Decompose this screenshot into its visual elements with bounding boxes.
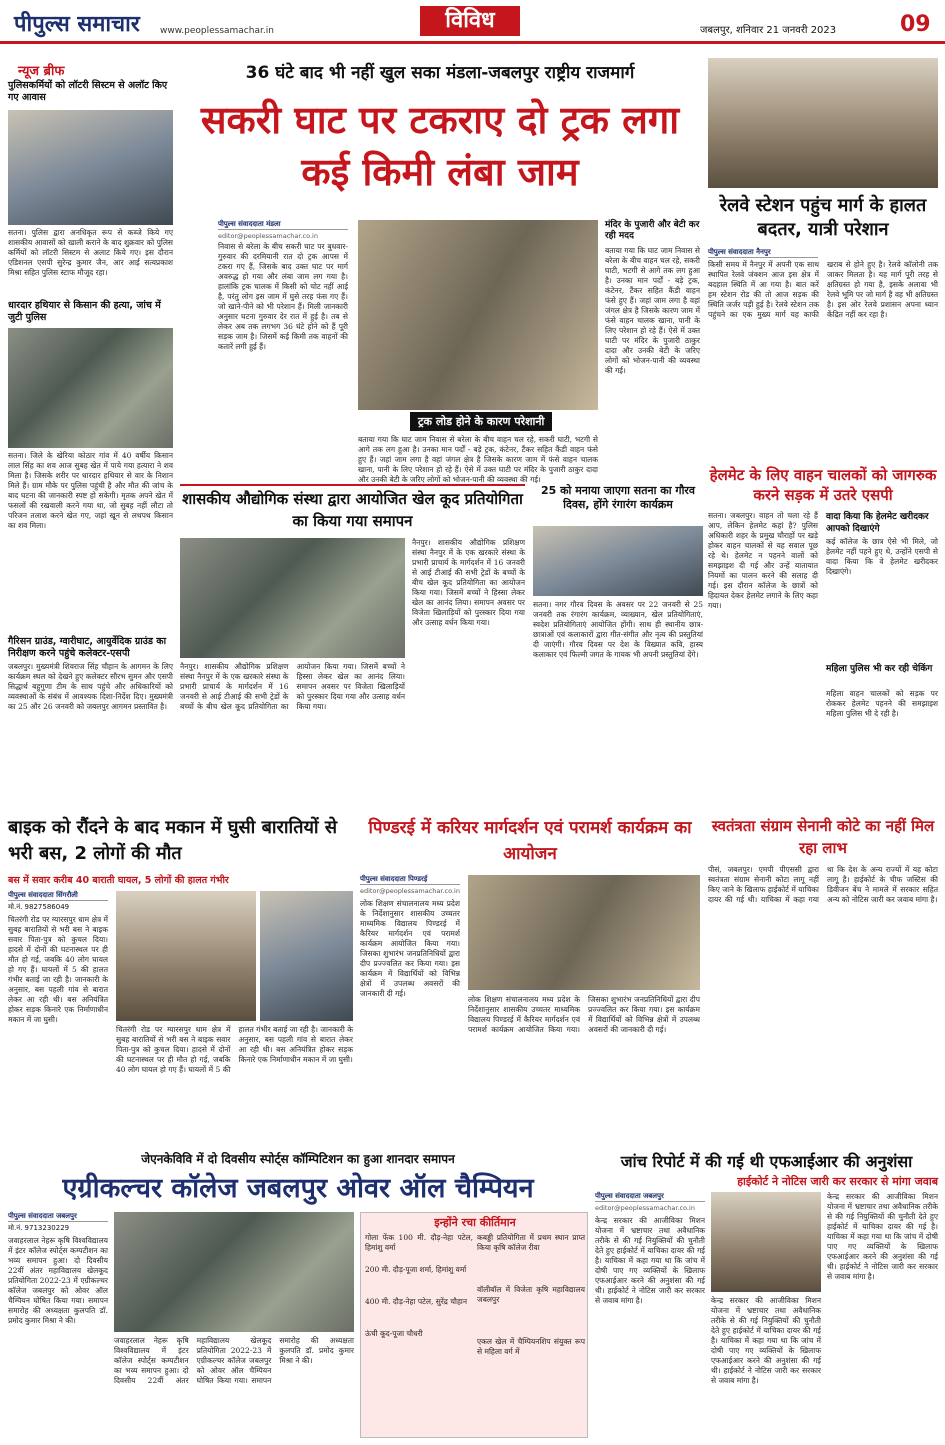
bus-byline: पीपुल्स संवाददाता सिंगरौली (8, 891, 108, 901)
freedom-story (708, 815, 938, 1145)
inquiry-email[interactable]: editor@peoplessamachar.co.in (595, 1204, 695, 1212)
inquiry-byline: पीपुल्स संवाददाता जबलपुर (595, 1192, 705, 1202)
agri-byline: पीपुल्स संवाददाता जबलपुर (8, 1212, 108, 1222)
records-item: कबड्डी प्रतियोगिता में प्रथम स्थान प्राप्त किया कृषि कॉलेज रीवा (477, 1233, 585, 1252)
main-sidebar-body: बताया गया कि घाट जाम निवास से बरेला के बीच वाहन चल रहे, सकरी घाटी, भटगी से आगे तक लग हुआ है। उनका मान पर्दों - बड़े ट्रक, कंटेनर, टैंकर सहित कैंडी वाहन फंसे हुए हैं। जहां जाम लगा है वहां जंगल क्षेत्र है जिसके कारण जाम में फंसे वाहन चालक खाना, पानी के लिए परेशान हो रहे हैं। ऐसे में उक्त घाटी पर मंदिर के पुजारी ठाकुर दादा और उनकी बेटी के जरिए लोगों को भोजन-पानी की व्यवस्था की गई। (605, 246, 700, 375)
sports-body: नैनपुर। शासकीय औद्योगिक प्रशिक्षण संस्था नैनपुर में के एक खरकारे संस्था के प्रभारी प्राचार्य के मार्गदर्शन में 16 जनवरी से आई टीआई की सभी ट्रेडों के बच्चों के बीच खेल कूद प्रतियोगिता का आयोजन किया गया। जिसमें बच्चों ने हिस्सा लेकर खेल का आनंद लिया। समापन अवसर पर विजेता खिलाड़ियों को पुरस्कार दिया गया और उत्साह वर्धन किया गया। (180, 662, 405, 711)
main-body: निवास से बरेला के बीच सकरी घाट पर बुधवार-गुरुवार की दरमियानी रात दो ट्रक आपस में टकरा गए हैं, जिसके बाद उक्त घाट पर मार्ग अवरुद्ध हो गया और लंबा जाम लग गया है। हालांकि ट्रक चालक में किसी को चोट नहीं आई है, परंतु लोग इस जाम में घुसे तरह फंस गए हैं। जो खाने-पीने को भी परेशान हैं। मिली जानकारी अनुसार घटना गुरुवार देर रात में हुई है। तब से लेकर अब तक लगभग 36 घंटे होने को हैं पूरी सड़क जाम है। जिसमें कई किमी तक वाहनों की कतारें लगी हुई हैं। (218, 242, 348, 351)
bus-mobile: मो.नं. 9827586049 (8, 903, 70, 911)
main-photo-trucks (358, 220, 598, 410)
bus-photo-2 (260, 891, 353, 1021)
freedom-body: पीसं, जबलपुर। एमपी पीएससी द्वारा स्वतंत्रता संग्राम सेनानी कोटा लागू नहीं किए जाने के खिलाफ हाईकोर्ट में याचिका दायर की गई थी। याचिका में कहा गया था कि देश के अन्य राज्यों में यह कोटा लागू है। हाईकोर्ट के चीफ जस्टिस की डिवीजन बेंच ने मामले में सरकार सहित अन्य को नोटिस जारी कर जवाब मांगा है। (708, 865, 938, 904)
pindrai-byline: पीपुल्स संवाददाता पिण्डरई (360, 875, 460, 885)
brief-body-1: सतना। पुलिस द्वारा अनधिकृत रूप से कब्जे किये गए शासकीय आवासों को खाली कराने के बाद शुक्रवार को पुलिस कर्मियों को लॉटरी सिस्टम से अलाट किये गए। इस दौरान एडिशनल एसपी सुरेन्द्र कुमार जैन, आर आई सत्यप्रकाश मिश्रा सहित पुलिस स्टाफ मौजूद रहा। (8, 228, 173, 277)
section-label: विविध (420, 6, 520, 36)
pindrai-body: लोक शिक्षण संचालनालय मध्य प्रदेश के निर्देशानुसार शासकीय उच्चतर माध्यमिक विद्यालय पिण्डरई में कैरियर मार्गदर्शन एवं परामर्श कार्यक्रम आयोजित किया गया। जिसका शुभारंभ जनप्रतिनिधियों द्वारा दीप प्रज्ज्वलित कर किया गया। इस कार्यक्रम में विद्यार्थियों को विभिन्न क्षेत्रों में उपलब्ध अवसरों की जानकारी दी गई। (360, 899, 460, 998)
records-item: वॉलीबॉल में विजेता कृषि महाविद्यालय जबलपुर (477, 1285, 585, 1304)
bus-headline: बाइक को रौंदने के बाद मकान में घुसी बारातियों से भरी बस, 2 लोगों की मौत (8, 817, 338, 864)
records-item: 200 मी. दौड़-पूजा शर्मा, हिमांशु वर्मा (365, 1265, 467, 1274)
brief-photo-1 (8, 110, 173, 225)
main-story (180, 60, 700, 484)
agri-headline: एग्रीकल्चर कॉलेज जबलपुर ओवर ऑल चैम्पियन (62, 1173, 534, 1204)
agri-body: जवाहरलाल नेहरू कृषि विश्वविद्यालय में इंटर कॉलेज स्पोर्ट्स कम्पटीशन का भव्य समापन हुआ। दो दिवसीय 22वीं अंतर महाविद्यालय खेलकूद प्रतियोगिता 2022-23 में एग्रीकल्चर कॉलेज जबलपुर को ओवर ऑल चैम्पियन घोषित किया गया। समापन समारोह की अध्यक्षता कुलपति डॉ. प्रमोद कुमार मिश्रा ने की। (8, 1236, 108, 1325)
main-kicker: 36 घंटे बाद भी नहीं खुल सका मंडला-जबलपुर राष्ट्रीय राजमार्ग (245, 63, 635, 83)
helmet-headline: हेलमेट के लिए वाहन चालकों को जागरुक करने सड़क में उतरे एसपी (709, 466, 937, 504)
helmet-body: सतना। जबलपुर। वाहन तो चला रहे हैं आप, लेकिन हेलमेट कहां है? पुलिस अधिकारी शहर के प्रमुख चौराहों पर खड़े होकर वाहन चालकों से यह सवाल पूछ रहे थे। हेलमेट न पहनने वालों को समझाइश दी गई और उन्हें यातायात नियमों का पालन करने की सलाह दी गई। इस दौरान कॉलेज के छात्रों को हिदायत देकर हेलमेट लगाने के लिए कहा गया। (708, 511, 818, 610)
news-brief-column (8, 58, 173, 858)
main-sidebar-title: मंदिर के पुजारी और बेटी कर रही मदद (605, 220, 700, 241)
helmet-promise-body: कई कॉलेज के छात्र ऐसे भी मिले, जो हेलमेट नहीं पहने हुए थे, उन्होंने एसपी से वादा किया कि वे हेलमेट खरीदकर दिखाएंगे। (826, 537, 938, 576)
railway-byline: पीपुल्स संवाददाता नैनपुर (708, 248, 818, 258)
bus-accident-story (8, 815, 353, 1145)
bus-subhead: बस में सवार करीब 40 बाराती घायल, 5 लोगों की हालत गंभीर (8, 875, 229, 886)
inquiry-body-3: केन्द्र सरकार की आजीविका मिशन योजना में भ्रष्टाचार तथा अवैधानिक तरीके से की गई नियुक्तियों की चुनौती देते हुए हाईकोर्ट में याचिका दायर की गई है। याचिका में कहा गया था कि जांच में दोषी पाए गए व्यक्तियों के खिलाफ एफआईआर करने की अनुशंसा की गई थी। हाईकोर्ट ने नोटिस जारी कर सरकार से जवाब मांगा है। (827, 1192, 938, 1281)
inquiry-photo (711, 1192, 821, 1292)
pindrai-body-2: लोक शिक्षण संचालनालय मध्य प्रदेश के निर्देशानुसार शासकीय उच्चतर माध्यमिक विद्यालय पिण्डरई में कैरियर मार्गदर्शन एवं परामर्श कार्यक्रम आयोजित किया गया। जिसका शुभारंभ जनप्रतिनिधियों द्वारा दीप प्रज्ज्वलित कर किया गया। इस कार्यक्रम में विद्यार्थियों को विभिन्न क्षेत्रों में उपलब्ध अवसरों की जानकारी दी गई। (468, 995, 700, 1034)
brand-logo: पीपुल्स समाचार (14, 12, 140, 37)
agri-photo (114, 1212, 354, 1332)
main-headline: सकरी घाट पर टकराए दो ट्रक लगा कई किमी लंबा जाम (200, 98, 680, 194)
railway-body: किसी समय में नैनपुर में अपनी एक साथ स्थापित रेलवे जंक्शन आज इस क्षेत्र में बदहाल स्थिति में आ गया है। बात करें हम स्टेशन रोड की तो आज सड़क की स्थिति जर्जर पड़ी हुई है। रेलवे स्टेशन तक पहुंचने का एक मुख्य मार्ग यह काफी खराब से होने हुए है। रेलवे कॉलोनी तक जाकर मिलता है। यह मार्ग पूरी तरह से क्षतिग्रस्त हो गया है, इसके अलावा भी रेलवे भूमि पर जो मार्ग है वह भी क्षतिग्रस्त है। इस ओर रेलवे प्रशासन अपना ध्यान केंद्रित नहीं कर रहा है। (708, 260, 938, 319)
pindrai-email[interactable]: editor@peoplessamachar.co.in (360, 887, 460, 895)
brief-photo-2 (8, 328, 173, 448)
gaurav-body: सतना। नगर गौरव दिवस के अवसर पर 22 जनवरी से 25 जनवरी तक रंगारंग कार्यक्रम, व्याख्यान, खेल प्रतियोगिताएं, स्वदेश प्रतियोगिताएं आयोजित होंगी। साथ ही स्थानीय छात्र-छात्राओं एवं कलाकारों द्वारा गीत-संगीत और नृत्य की प्रस्तुतियां दी जाएंगी। गौरव दिवस पर देश के विख्यात कवि, हास्य कलाकार एवं फिल्मी जगत के गायक भी अपनी प्रस्तुतियां देंगे। (533, 600, 703, 659)
main-body-2: बताया गया कि घाट जाम निवास से बरेला के बीच वाहन चल रहे, सकरी घाटी, भटगी से आगे तक लग हुआ है। उनका मान पर्दों - बड़े ट्रक, कंटेनर, टैंकर सहित कैंडी वाहन फंसे हुए हैं। जहां जाम लगा है वहां जंगल क्षेत्र है जिसके कारण जाम में फंसे वाहन चालक खाना, पानी के लिए परेशान हो रहे हैं। ऐसे में उक्त घाटी पर मंदिर के पुजारी ठाकुर दादा और उनकी बेटी के जरिए लोगों को भोजन-पानी की व्यवस्था की गई। (358, 435, 598, 484)
site-url[interactable]: www.peoplessamachar.in (160, 26, 274, 36)
bus-photo-1 (116, 891, 256, 1021)
helmet-women-body: महिला वाहन चालकों को सड़क पर रोककर हेलमेट पहनने की समझाइश महिला पुलिस भी दे रही है। (826, 689, 938, 718)
brief-title-3: गैरिसन ग्राउंड, ग्वारीघाट, आयुर्वेदिक ग्राउंड का निरीक्षण करने पहुंचे कलेक्टर-एसपी (8, 636, 167, 659)
brief-title-2: धारदार हथियार से किसान की हत्या, जांच में जुटी पुलिस (8, 300, 161, 323)
agri-story (8, 1150, 588, 1440)
sports-headline: शासकीय औद्योगिक संस्था द्वारा आयोजित खेल कूद प्रतियोगिता का किया गया समापन (180, 484, 525, 532)
page-header (0, 0, 945, 44)
records-item: एकल खेल में चैम्पियनशिप संयुक्त रूप से महिला वर्ग में (477, 1337, 585, 1356)
records-title: इन्होंने रचा कीर्तिमान (434, 1216, 516, 1229)
helmet-women-title: महिला पुलिस भी कर रही चेकिंग (826, 664, 933, 674)
sports-story (180, 484, 525, 809)
pindrai-photo (468, 875, 700, 990)
records-item: ऊंची कूद-पूजा चौधरी (365, 1329, 423, 1338)
inquiry-headline: जांच रिपोर्ट में की गई थी एफआईआर की अनुशंसा (620, 1152, 913, 1171)
railway-photo (708, 58, 938, 188)
inquiry-body: केन्द्र सरकार की आजीविका मिशन योजना में भ्रष्टाचार तथा अवैधानिक तरीके से की गई नियुक्तियों की चुनौती देते हुए हाईकोर्ट में याचिका दायर की गई है। याचिका में कहा गया था कि जांच में दोषी पाए गए व्यक्तियों के खिलाफ एफआईआर करने की अनुशंसा की गई थी। हाईकोर्ट ने नोटिस जारी कर सरकार से जवाब मांगा है। (595, 1216, 705, 1305)
dateline: जबलपुर, शनिवार 21 जनवरी 2023 (700, 25, 837, 36)
helmet-promise-title: वादा किया कि हेलमेट खरीदकर आपको दिखाएंगे (826, 512, 929, 534)
railway-headline: रेलवे स्टेशन पहुंच मार्ग के हालत बदतर, यात्री परेशान (719, 195, 927, 240)
pindrai-headline: पिण्डरई में करियर मार्गदर्शन एवं परामर्श कार्यक्रम का आयोजन (368, 818, 692, 864)
records-item: 400 मी. दौड़-नेहा पटेल, सुरेंद्र चौहान (365, 1297, 468, 1306)
agri-body-2: जवाहरलाल नेहरू कृषि विश्वविद्यालय में इंटर कॉलेज स्पोर्ट्स कम्पटीशन का भव्य समापन हुआ। दो दिवसीय 22वीं अंतर महाविद्यालय खेलकूद प्रतियोगिता 2022-23 में एग्रीकल्चर कॉलेज जबलपुर को ओवर ऑल चैम्पियन घोषित किया गया। समापन समारोह की अध्यक्षता कुलपति डॉ. प्रमोद कुमार मिश्रा ने की। (114, 1336, 354, 1385)
page-number: 09 (900, 12, 931, 37)
records-box (360, 1212, 588, 1438)
main-photo-caption: ट्रक लोड होने के कारण परेशानी (410, 412, 552, 431)
pindrai-story (360, 815, 700, 1145)
helmet-story (708, 465, 938, 805)
freedom-headline: स्वतंत्रता संग्राम सेनानी कोटे का नहीं मिल रहा लाभ (711, 817, 935, 857)
railway-story (708, 58, 938, 458)
agri-mobile: मो.नं. 9713230229 (8, 1224, 70, 1232)
main-byline: पीपुल्स संवाददाता मंडला (218, 220, 348, 230)
main-email[interactable]: editor@peoplessamachar.co.in (218, 232, 318, 240)
agri-kicker: जेएनकेविवि में दो दिवसीय स्पोर्ट्स कॉम्पिटिशन का हुआ शानदार समापन (141, 1152, 455, 1166)
inquiry-subhead: हाईकोर्ट ने नोटिस जारी कर सरकार से मांगा जवाब (737, 1175, 938, 1188)
inquiry-story (595, 1150, 938, 1440)
brief-body-2: सतना। जिले के खेरिया कोठार गांव में 40 वर्षीय किसान लाल सिंह का शव आज सुबह खेत में पाये गया हत्यारा ने शव मिला है। जिसके शरीर पर धारदार हथियार से वार के निशान मिले हैं। ग्राम मौके पर पुलिस पहुंची है और मौत की जांच के बाद घटना की जानकारी स्पष्ट हो सकेगी। मृतक अपने खेत में फसलों की रखवाली करने गया था, जो सुबह नहीं लौटा तो परिजन तलाश करने खेत गए, जहां खून से लथपथ किसान का शव मिला। (8, 451, 173, 530)
news-brief-label: न्यूज ब्रीफ (18, 64, 65, 79)
sports-photo (180, 538, 405, 658)
bus-body: चितरंगी रोड पर ग्यारसपुर धाम क्षेत्र में सुबह बारातियों से भरी बस ने बाइक सवार पिता-पुत्र को कुचल दिया। हादसे में दोनों की घटनास्थल पर ही मौत हो गई, जबकि 40 लोग घायल हो गए हैं। घायलों में 5 की हालत गंभीर बताई जा रही है। जानकारी के अनुसार, बस पहली गांव से बारात लेकर आ रही थी। बस अनियंत्रित होकर सड़क किनारे एक निर्माणाधीन मकान में जा घुसी। (8, 915, 108, 1024)
bus-body-2: चितरंगी रोड पर ग्यारसपुर धाम क्षेत्र में सुबह बारातियों से भरी बस ने बाइक सवार पिता-पुत्र को कुचल दिया। हादसे में दोनों की घटनास्थल पर ही मौत हो गई, जबकि 40 लोग घायल हो गए हैं। घायलों में 5 की हालत गंभीर बताई जा रही है। जानकारी के अनुसार, बस पहली गांव से बारात लेकर आ रही थी। बस अनियंत्रित होकर सड़क किनारे एक निर्माणाधीन मकान में जा घुसी। (116, 1025, 353, 1074)
brief-title-1: पुलिसकर्मियों को लॉटरी सिस्टम से अलॉट किए गए आवास (8, 80, 168, 103)
gaurav-story (533, 484, 703, 809)
gaurav-headline: 25 को मनाया जाएगा सतना का गौरव दिवस, होंगे रंगारंग कार्यक्रम (540, 484, 696, 511)
sports-body-right: नैनपुर। शासकीय औद्योगिक प्रशिक्षण संस्था नैनपुर में के एक खरकारे संस्था के प्रभारी प्राचार्य के मार्गदर्शन में 16 जनवरी से आई टीआई की सभी ट्रेडों के बच्चों के बीच खेल कूद प्रतियोगिता का आयोजन किया गया। जिसमें बच्चों ने हिस्सा लेकर खेल का आनंद लिया। समापन अवसर पर विजेता खिलाड़ियों को पुरस्कार दिया गया और उत्साह वर्धन किया गया। (412, 538, 525, 627)
brief-body-3: जबलपुर। मुख्यमंत्री शिवराज सिंह चौहान के आगमन के लिए कार्यक्रम स्थल को देखने हुए कलेक्टर सौरभ सुमन और एसपी सिद्धार्थ बहुगुणा टीम के साथ पहुंचे और अधिकारियों को व्यवस्थाओं के संबंध में आवश्यक दिशा-निर्देश दिए। मुख्यमंत्री का 25 और 26 जनवरी को जबलपुर आगमन प्रस्तावित है। (8, 662, 173, 711)
gaurav-photo (533, 526, 703, 596)
inquiry-body-2: केन्द्र सरकार की आजीविका मिशन योजना में भ्रष्टाचार तथा अवैधानिक तरीके से की गई नियुक्तियों की चुनौती देते हुए हाईकोर्ट में याचिका दायर की गई है। याचिका में कहा गया था कि जांच में दोषी पाए गए व्यक्तियों के खिलाफ एफआईआर करने की अनुशंसा की गई थी। हाईकोर्ट ने नोटिस जारी कर सरकार से जवाब मांगा है। (711, 1296, 821, 1385)
records-item: गोला फेंक 100 मी. दौड़-नेहा पटेल, हिमांशु वर्मा (365, 1233, 473, 1252)
